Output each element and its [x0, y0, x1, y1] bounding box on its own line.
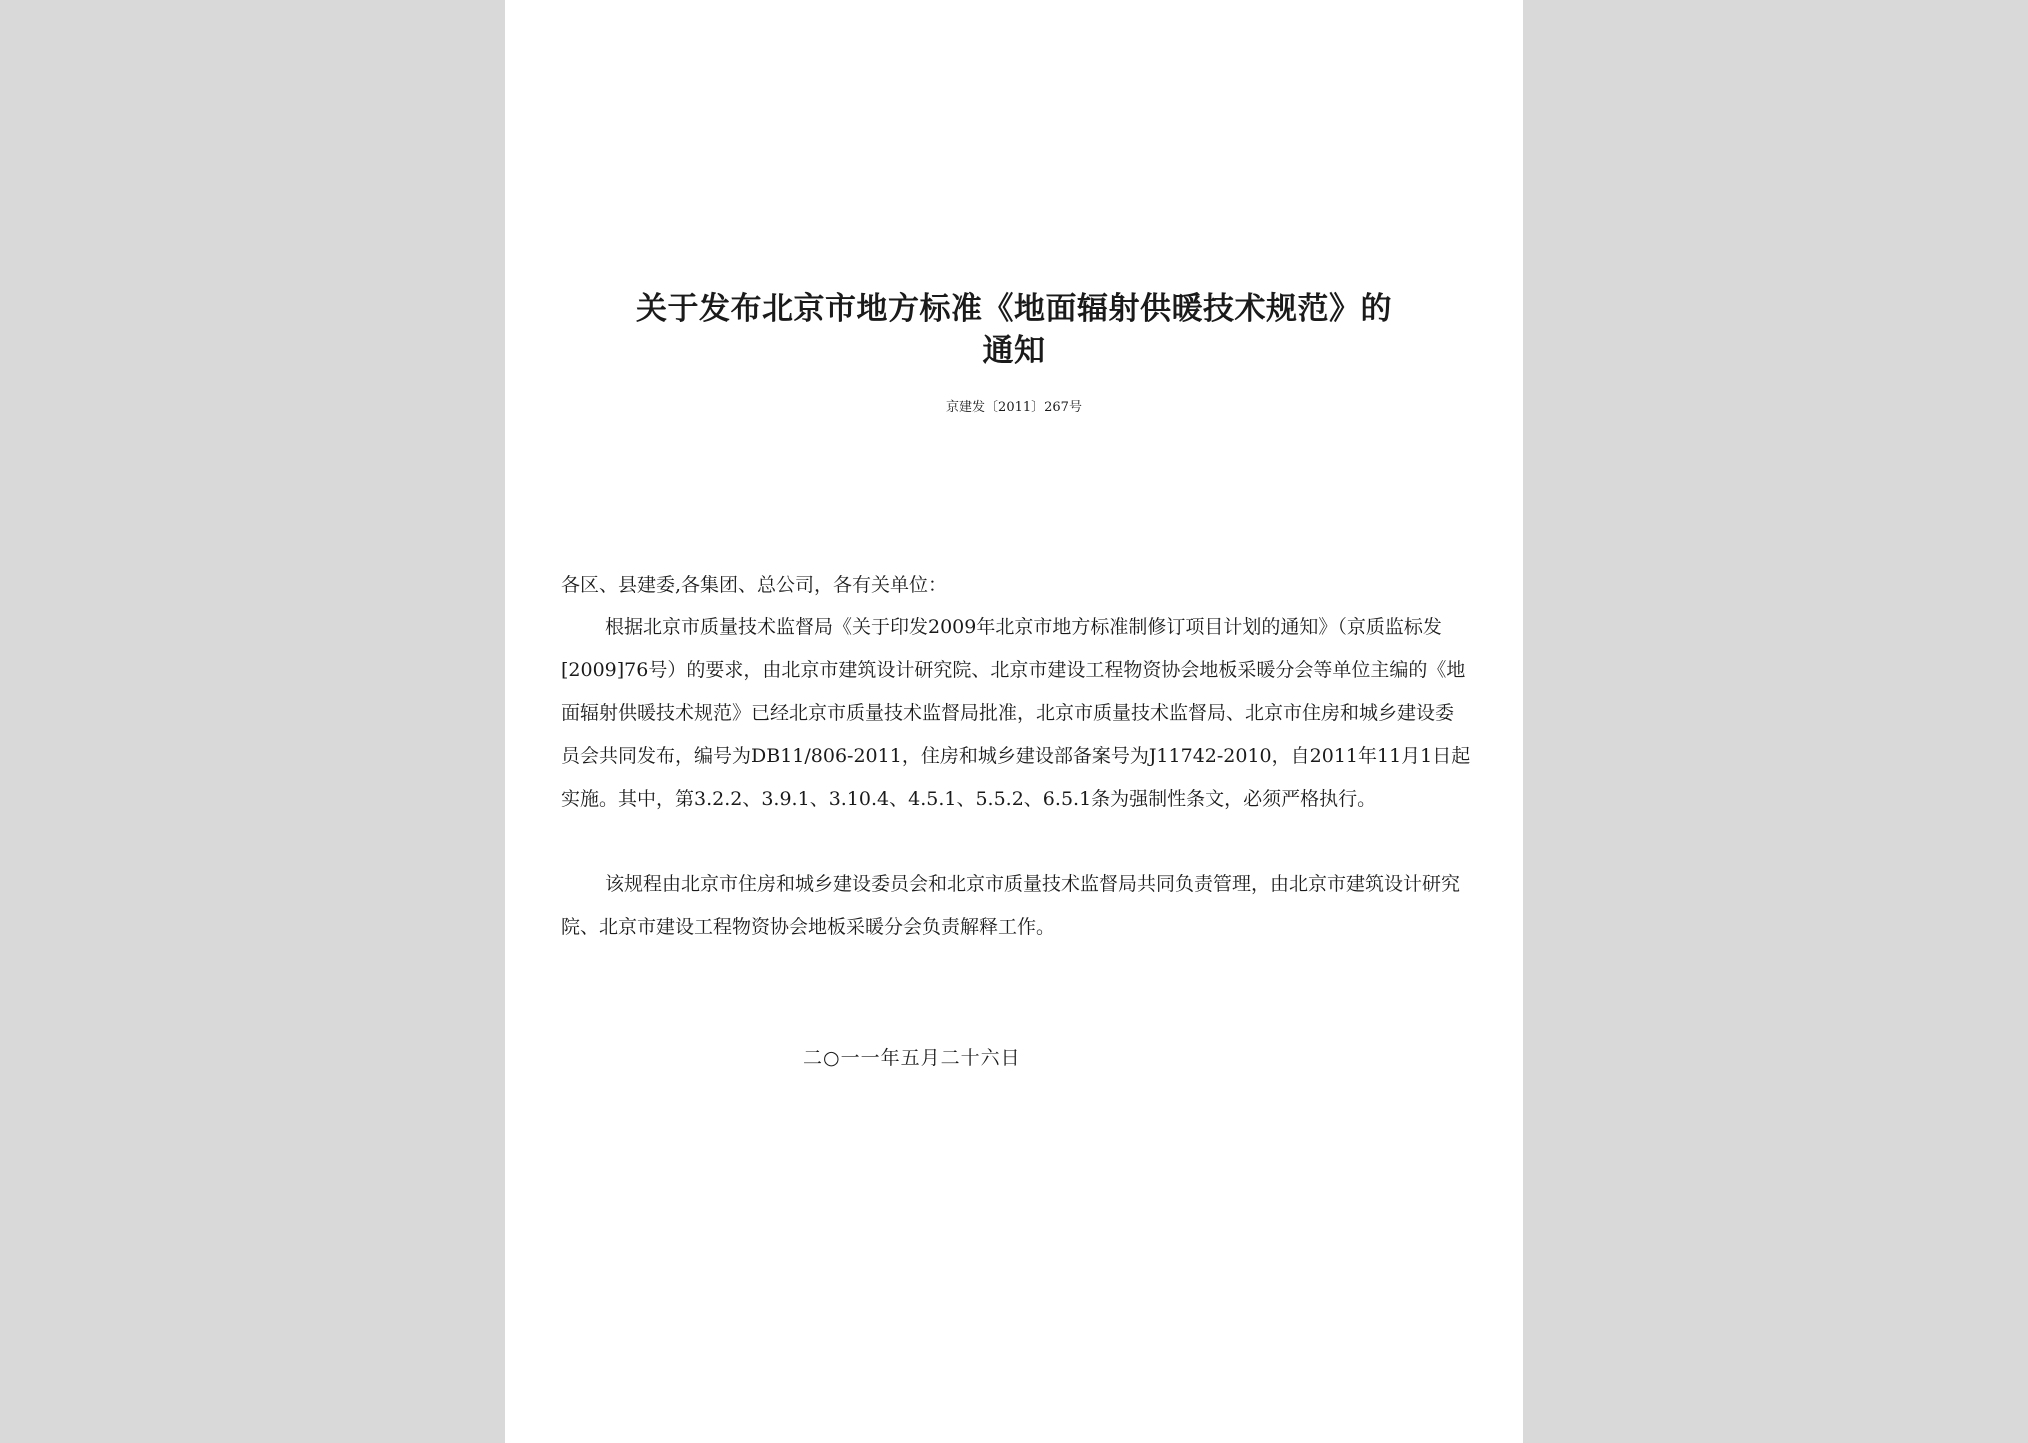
body-paragraph-1: 根据北京市质量技术监督局《关于印发2009年北京市地方标准制修订项目计划的通知》（京质监标发[2009]76号）的要求，由北京市建筑设计研究院、北京市建设工程物资协会地板采暖分会等单位主编的《地面辐射供暖技术规范》已经北京市质量技术监督局批准，北京市质量技术监督局、北京市住房和城乡建设委员会共同发布，编号为DB11/806-2011，住房和城乡建设部备案号为J11742-2010，自2011年11月1日起实施。其中，第3.2.2、3.9.1、3.10.4、4.5.1、5.5.2、6.5.1条为强制性条文，必须严格执行。: [561, 616, 1471, 810]
document-title-line-1: 关于发布北京市地方标准《地面辐射供暖技术规范》的: [636, 291, 1392, 327]
document-title-line-2: 通知: [982, 333, 1046, 369]
document-page: [505, 0, 1523, 1443]
issue-date: 二○一一年五月二十六日: [803, 1047, 1021, 1069]
document-number: 京建发〔2011〕267号: [946, 400, 1082, 415]
document-title: [525, 288, 1503, 372]
body-paragraph-2: 该规程由北京市住房和城乡建设委员会和北京市质量技术监督局共同负责管理，由北京市建筑设计研究院、北京市建设工程物资协会地板采暖分会负责解释工作。: [561, 873, 1461, 938]
salutation: 各区、县建委,各集团、总公司，各有关单位：: [561, 574, 948, 596]
